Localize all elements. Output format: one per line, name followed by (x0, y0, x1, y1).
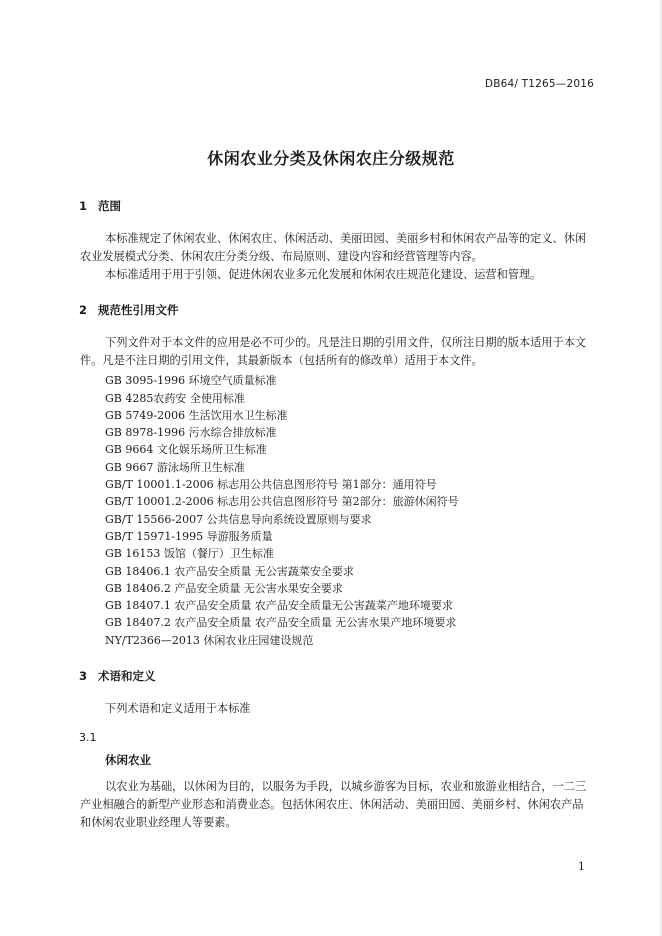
section-3-heading (79, 668, 156, 684)
reference-item: GB/T 10001.1-2006 标志用公共信息图形符号 第1部分：通用符号 (105, 478, 437, 491)
reference-item: GB 5749-2006 生活饮用水卫生标准 (105, 409, 288, 422)
reference-item: GB 18407.1 农产品安全质量 农产品安全质量无公害蔬菜产地环境要求 (105, 599, 453, 612)
reference-item: GB 16153 饭馆（餐厅）卫生标准 (105, 547, 274, 560)
section-1-para2: 本标准适用于用于引领、促进休闲农业多元化发展和休闲农庄规范化建设、运营和管理。 (105, 268, 542, 281)
section-3-number: 3 (79, 669, 88, 683)
section-1-title: 范围 (98, 199, 121, 213)
section-1-para1-line1: 本标准规定了休闲农业、休闲农庄、休闲活动、美丽田园、美丽乡村和休闲农产品等的定义、休闲 (105, 232, 587, 245)
section-1-number: 1 (79, 199, 88, 213)
term-name: 休闲农业 (105, 753, 151, 767)
term-definition-line2: 产业相融合的新型产业形态和消费业态。包括休闲农庄、休闲活动、美丽田园、美丽乡村、休闲农产品 (80, 798, 584, 811)
reference-item: GB 18406.1 农产品安全质量 无公害蔬菜安全要求 (105, 565, 354, 578)
standard-code: DB64/ T1265—2016 (484, 78, 594, 90)
section-2-heading (79, 302, 179, 318)
reference-item: GB 18406.2 产品安全质量 无公害水果安全要求 (105, 582, 343, 595)
section-1-heading (79, 198, 121, 214)
reference-item: GB/T 15971-1995 导游服务质量 (105, 530, 273, 543)
page-number: 1 (578, 860, 585, 873)
reference-item: GB 9667 游泳场所卫生标准 (105, 461, 245, 474)
section-3-title: 术语和定义 (98, 669, 156, 683)
section-2-intro-line2: 件。凡是不注日期的引用文件，其最新版本（包括所有的修改单）适用于本文件。 (80, 354, 483, 367)
reference-item: GB/T 15566-2007 公共信息导向系统设置原则与要求 (105, 513, 372, 526)
section-2-title: 规范性引用文件 (98, 303, 179, 317)
reference-item: NY/T2366—2013 休闲农业庄园建设规范 (105, 634, 314, 647)
reference-item: GB 4285农药安 全使用标准 (105, 392, 245, 405)
section-1-para1-line2: 农业发展模式分类、休闲农庄分类分级、布局原则、建设内容和经营管理等内容。 (80, 250, 483, 263)
term-definition-line3: 和休闲农业职业经理人等要素。 (80, 816, 237, 829)
term-definition-line1: 以农业为基础，以休闲为目的，以服务为手段，以城乡游客为目标，农业和旅游业相结合，一二三 (105, 780, 587, 793)
section-2-number: 2 (79, 303, 88, 317)
section-3-intro: 下列术语和定义适用于本标准 (105, 702, 251, 715)
reference-item: GB 3095-1996 环境空气质量标准 (105, 374, 277, 387)
section-2-intro-line1: 下列文件对于本文件的应用是必不可少的。凡是注日期的引用文件，仅所注日期的版本适用于本文 (105, 336, 587, 349)
reference-item: GB 8978-1996 污水综合排放标准 (105, 426, 277, 439)
reference-item: GB 9664 文化娱乐场所卫生标准 (105, 443, 267, 456)
page-title: 休闲农业分类及休闲农庄分级规范 (207, 149, 455, 168)
reference-item: GB 18407.2 农产品安全质量 农产品安全质量 无公害水果产地环境要求 (105, 616, 457, 629)
term-number: 3.1 (79, 731, 97, 744)
reference-item: GB/T 10001.2-2006 标志用公共信息图形符号 第2部分：旅游休闲符号 (105, 495, 459, 508)
